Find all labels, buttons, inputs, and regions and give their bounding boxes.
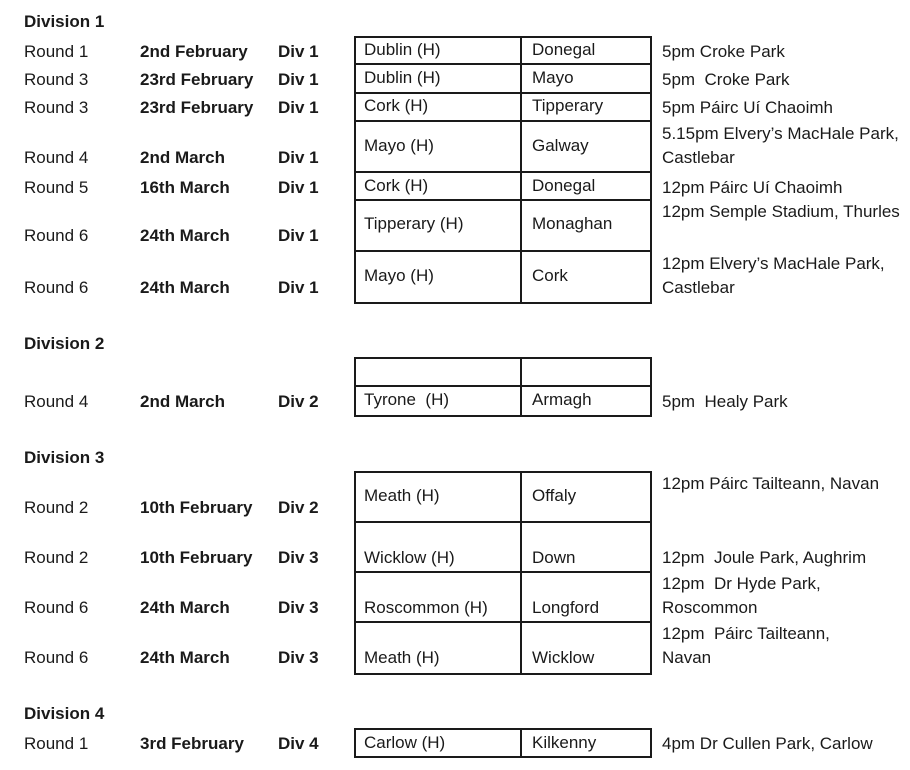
- fixture-away-team: Mayo: [532, 68, 574, 87]
- fixture-home-team: Cork (H): [364, 176, 429, 195]
- fixture-round: Round 4: [24, 392, 89, 411]
- column-divider: [520, 728, 522, 756]
- division-heading: Division 4: [24, 704, 105, 723]
- fixture-venue: 12pm Joule Park, Aughrim: [662, 548, 867, 567]
- fixture-home-team: Roscommon (H): [364, 598, 488, 617]
- fixture-date: 10th February: [140, 498, 253, 517]
- row-divider: [354, 571, 652, 573]
- fixture-division: Div 2: [278, 498, 319, 517]
- fixture-round: Round 6: [24, 278, 89, 297]
- division-heading: Division 3: [24, 448, 105, 467]
- fixture-division: Div 1: [278, 226, 319, 245]
- fixture-division: Div 1: [278, 178, 319, 197]
- fixture-date: 3rd February: [140, 734, 244, 753]
- fixture-venue: 12pm Páirc Uí Chaoimh: [662, 178, 843, 197]
- fixture-round: Round 1: [24, 734, 89, 753]
- fixture-division: Div 1: [278, 148, 319, 167]
- fixture-away-team: Donegal: [532, 176, 596, 195]
- fixture-division: Div 3: [278, 598, 319, 617]
- fixture-venue: 5pm Croke Park: [662, 42, 785, 61]
- fixture-away-team: Armagh: [532, 390, 592, 409]
- fixture-date: 24th March: [140, 648, 230, 667]
- fixture-date: 24th March: [140, 226, 230, 245]
- row-divider: [354, 521, 652, 523]
- fixture-date: 24th March: [140, 598, 230, 617]
- fixture-round: Round 1: [24, 42, 89, 61]
- fixture-home-team: Wicklow (H): [364, 548, 455, 567]
- fixture-home-team: Dublin (H): [364, 40, 441, 59]
- fixture-venue: 5pm Croke Park: [662, 70, 790, 89]
- division-heading: Division 1: [24, 12, 105, 31]
- fixture-venue: 5.15pm Elvery’s MacHale Park, Castlebar: [662, 124, 899, 167]
- fixture-round: Round 2: [24, 548, 89, 567]
- fixture-venue: 5pm Páirc Uí Chaoimh: [662, 98, 834, 117]
- fixture-venue: 12pm Páirc Tailteann, Navan: [662, 624, 835, 667]
- fixture-date: 2nd March: [140, 148, 226, 167]
- fixture-division: Div 1: [278, 98, 319, 117]
- row-divider: [354, 120, 652, 122]
- row-divider: [354, 385, 652, 387]
- fixture-date: 2nd February: [140, 42, 248, 61]
- fixture-away-team: Donegal: [532, 40, 596, 59]
- fixture-division: Div 3: [278, 548, 319, 567]
- fixture-home-team: Carlow (H): [364, 733, 446, 752]
- row-divider: [354, 171, 652, 173]
- fixture-round: Round 2: [24, 498, 89, 517]
- row-divider: [354, 199, 652, 201]
- fixture-home-team: Tyrone (H): [364, 390, 450, 409]
- fixture-away-team: Tipperary: [532, 96, 604, 115]
- fixture-date: 23rd February: [140, 70, 254, 89]
- fixture-home-team: Dublin (H): [364, 68, 441, 87]
- fixture-venue: 4pm Dr Cullen Park, Carlow: [662, 734, 873, 753]
- fixture-round: Round 3: [24, 70, 89, 89]
- fixture-division: Div 2: [278, 392, 319, 411]
- fixture-away-team: Monaghan: [532, 214, 613, 233]
- fixture-home-team: Mayo (H): [364, 266, 434, 285]
- fixture-away-team: Offaly: [532, 486, 577, 505]
- fixture-home-team: Meath (H): [364, 486, 440, 505]
- fixture-home-team: Tipperary (H): [364, 214, 464, 233]
- fixture-venue: 12pm Páirc Tailteann, Navan: [662, 474, 880, 493]
- fixture-round: Round 3: [24, 98, 89, 117]
- fixture-date: 2nd March: [140, 392, 226, 411]
- fixture-venue: 12pm Dr Hyde Park, Roscommon: [662, 574, 826, 617]
- fixture-round: Round 6: [24, 226, 89, 245]
- column-divider: [520, 36, 522, 302]
- fixture-round: Round 6: [24, 648, 89, 667]
- fixture-venue: 12pm Semple Stadium, Thurles: [662, 202, 900, 221]
- row-divider: [354, 63, 652, 65]
- fixture-away-team: Kilkenny: [532, 733, 597, 752]
- fixture-venue: 5pm Healy Park: [662, 392, 788, 411]
- fixture-away-team: Galway: [532, 136, 589, 155]
- fixture-home-team: Mayo (H): [364, 136, 434, 155]
- fixture-away-team: Longford: [532, 598, 600, 617]
- division-heading: Division 2: [24, 334, 105, 353]
- fixture-venue: 12pm Elvery’s MacHale Park, Castlebar: [662, 254, 885, 297]
- fixture-round: Round 6: [24, 598, 89, 617]
- fixture-away-team: Cork: [532, 266, 568, 285]
- fixture-round: Round 5: [24, 178, 89, 197]
- fixture-away-team: Down: [532, 548, 576, 567]
- fixture-date: 16th March: [140, 178, 230, 197]
- fixture-home-team: Cork (H): [364, 96, 429, 115]
- fixture-date: 24th March: [140, 278, 230, 297]
- fixture-division: Div 4: [278, 734, 319, 753]
- row-divider: [354, 621, 652, 623]
- fixture-division: Div 1: [278, 70, 319, 89]
- fixture-round: Round 4: [24, 148, 89, 167]
- fixture-away-team: Wicklow: [532, 648, 595, 667]
- fixture-division: Div 3: [278, 648, 319, 667]
- row-divider: [354, 250, 652, 252]
- fixture-date: 10th February: [140, 548, 253, 567]
- fixture-date: 23rd February: [140, 98, 254, 117]
- fixture-division: Div 1: [278, 42, 319, 61]
- fixture-home-team: Meath (H): [364, 648, 440, 667]
- fixture-division: Div 1: [278, 278, 319, 297]
